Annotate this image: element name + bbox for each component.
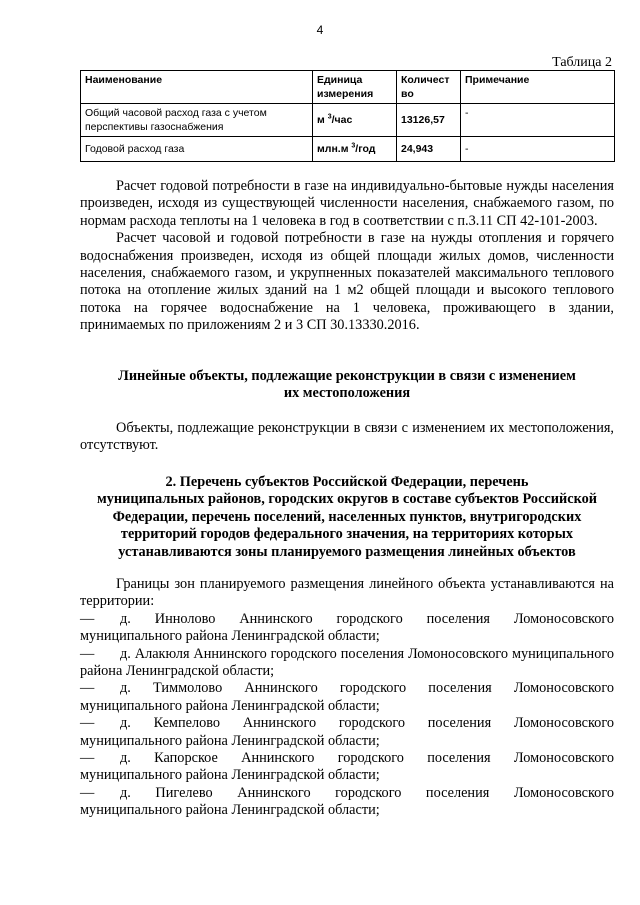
row-quantity: 13126,57 xyxy=(397,104,461,137)
table-caption: Таблица 2 xyxy=(552,55,612,70)
header-name: Наименование xyxy=(81,71,313,104)
row-unit: м $^3$/час xyxy=(313,104,397,137)
section-heading: 2. Перечень субъектов Российской Федерации, перечень муниципальных районов, городских округов в составе субъектов Российской Федерации, перечень поселений, населенных пунктов, внутригородских территорий городов федерального значения, на территориях которых устанавливаются зоны планируемого размещения линейных объектов xyxy=(96,474,598,560)
gas-consumption-table xyxy=(80,70,615,162)
table-row xyxy=(81,104,615,137)
section-2 xyxy=(80,474,614,561)
row-note: - xyxy=(461,104,615,137)
row-unit: млн.м $^3$/год xyxy=(313,137,397,162)
row-name: Годовой расход газа xyxy=(81,137,313,162)
row-quantity: 24,943 xyxy=(397,137,461,162)
paragraph-boundaries: Границы зон планируемого размещения линейного объекта устанавливаются на территории: xyxy=(80,576,614,610)
row-name: Общий часовой расход газа с учетом перспективы газоснабжения xyxy=(81,104,313,137)
paragraph-annual-demand: Расчет годовой потребности в газе на индивидуально-бытовые нужды населения произведен, исходя из существующей численности населения, снабжаемого газом, по нормам расхода теплоты на 1 человека в год в соответствии с п.3.11 СП 42-101-2003. xyxy=(80,178,614,229)
list-item: — д. Алакюля Аннинского городского поселения Ломоносовского муниципального района Ленинградской области; xyxy=(80,645,614,680)
page-number: 4 xyxy=(316,23,324,37)
table-row xyxy=(81,137,615,162)
section-2-text xyxy=(80,576,614,820)
main-text xyxy=(80,178,614,335)
list-item: — д. Капорское Аннинского городского поселения Ломоносовского муниципального района Ленинградской области; xyxy=(80,750,614,784)
paragraph-no-objects: Объекты, подлежащие реконструкции в связи с изменением их местоположения, отсутствуют. xyxy=(80,420,614,454)
header-note: Примечание xyxy=(461,71,615,104)
table-header-row xyxy=(81,71,615,104)
list-item: — д. Тиммолово Аннинского городского поселения Ломоносовского муниципального района Ленинградской области; xyxy=(80,680,614,714)
row-note: - xyxy=(461,137,615,162)
section-heading: Линейные объекты, подлежащие реконструкции в связи с изменением их местоположения xyxy=(118,368,576,402)
list-item: — д. Кемпелово Аннинского городского поселения Ломоносовского муниципального района Ленинградской области; xyxy=(80,715,614,749)
header-quantity: Количест во xyxy=(397,71,461,104)
section-linear-objects-text xyxy=(80,420,614,455)
header-unit: Единица измерения xyxy=(313,71,397,104)
list-item: — д. Иннолово Аннинского городского поселения Ломоносовского муниципального района Ленинградской области; xyxy=(80,610,614,645)
section-linear-objects xyxy=(80,368,614,403)
paragraph-heating-demand: Расчет часовой и годовой потребности в газе на нужды отопления и горячего водоснабжения произведен, исходя из общей площади жилых домов, численности населения, снабжаемого газом, и укрупненных показателей максимального теплового потока на отопление жилых зданий на 1 м2 общей площади и высокого теплового потока на горячее водоснабжение на 1 человека, проживающего в здании, принимаемых по приложениям 2 и 3 СП 30.13330.2016. xyxy=(80,230,614,334)
list-item: — д. Пигелево Аннинского городского поселения Ломоносовского муниципального района Ленинградской области; xyxy=(80,784,614,819)
